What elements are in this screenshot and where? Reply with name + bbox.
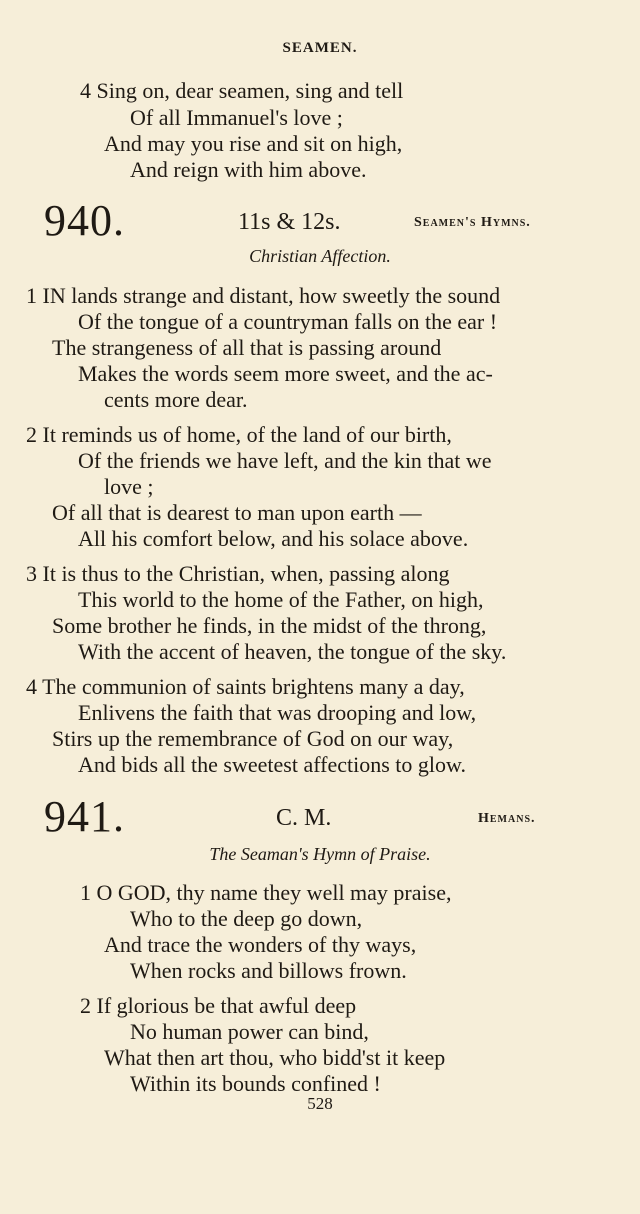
stanza-line: With the accent of heaven, the tongue of the sky. <box>78 639 507 664</box>
stanza-number: 4 <box>26 674 37 699</box>
stanza-line: Some brother he finds, in the midst of the throng, <box>52 613 487 638</box>
stanza-line: cents more dear. <box>104 387 248 412</box>
stanza-number: 3 <box>26 561 37 586</box>
stanza-line: The strangeness of all that is passing around <box>52 335 442 360</box>
stanza-line: And bids all the sweetest affections to glow. <box>78 752 466 777</box>
stanza-line: 2 If glorious be that awful deep <box>80 993 357 1018</box>
stanza-line: And may you rise and sit on high, <box>104 131 403 156</box>
stanza-line: Of all Immanuel's love ; <box>130 105 343 130</box>
hymn-source: Seamen's Hymns. <box>414 215 531 230</box>
stanza-line: Makes the words seem more sweet, and the ac- <box>78 361 493 386</box>
stanza-line: Within its bounds confined ! <box>130 1071 381 1096</box>
hymn-number: 941. <box>44 792 125 841</box>
hymn-title: The Seaman's Hymn of Praise. <box>209 844 431 864</box>
stanza-line: Who to the deep go down, <box>130 906 363 931</box>
stanza-line: Of all that is dearest to man upon earth — <box>52 500 422 525</box>
hymn-title: Christian Affection. <box>249 246 391 266</box>
stanza-line: 4 Sing on, dear seamen, sing and tell <box>80 78 404 103</box>
stanza-line: Of the friends we have left, and the kin that we <box>78 448 492 473</box>
stanza-number: 1 <box>26 283 37 308</box>
stanza-number: 2 <box>80 993 91 1018</box>
stanza-line: What then art thou, who bidd'st it keep <box>104 1045 446 1070</box>
hymn-meter: 11s & 12s. <box>238 209 341 235</box>
stanza-number: 4 <box>80 78 91 103</box>
hymn-meter: C. M. <box>276 805 332 831</box>
stanza-line: When rocks and billows frown. <box>130 958 407 983</box>
stanza-line: All his comfort below, and his solace above. <box>78 526 469 551</box>
stanza-line: And trace the wonders of thy ways, <box>104 932 417 957</box>
stanza-line: Stirs up the remembrance of God on our way, <box>52 726 454 751</box>
stanza-line: 1 O GOD, thy name they well may praise, <box>80 880 452 905</box>
hymn-number: 940. <box>44 196 125 245</box>
stanza-line: Enlivens the faith that was drooping and low, <box>78 700 477 725</box>
stanza-line: 1 IN lands strange and distant, how sweetly the sound <box>26 283 501 308</box>
page-number: 528 <box>307 1094 333 1113</box>
stanza-line: Of the tongue of a countryman falls on the ear ! <box>78 309 498 334</box>
stanza-line: This world to the home of the Father, on high, <box>78 587 484 612</box>
stanza-line: And reign with him above. <box>130 157 367 182</box>
stanza-number: 2 <box>26 422 37 447</box>
running-head: SEAMEN. <box>282 40 358 56</box>
stanza-line: love ; <box>104 474 154 499</box>
stanza-line: 2 It reminds us of home, of the land of our birth, <box>26 422 452 447</box>
stanza-number: 1 <box>80 880 91 905</box>
hymn-source: Hemans. <box>478 811 536 826</box>
stanza-line: No human power can bind, <box>130 1019 369 1044</box>
stanza-line: 3 It is thus to the Christian, when, passing along <box>26 561 450 586</box>
stanza-line: 4 The communion of saints brightens many a day, <box>26 674 465 699</box>
